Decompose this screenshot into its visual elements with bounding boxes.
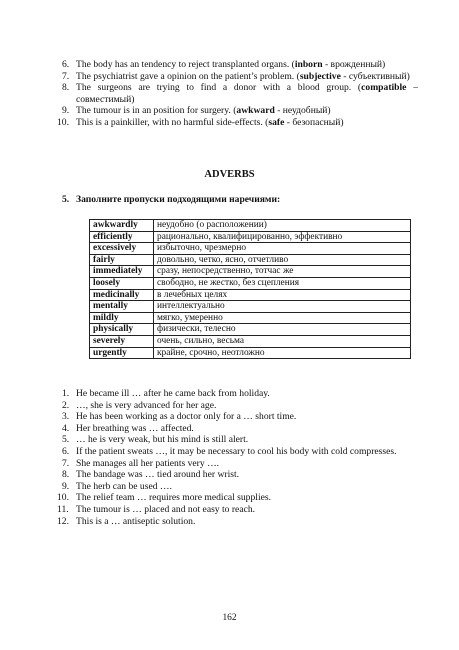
item-number: 11.: [57, 503, 69, 515]
vocab-word: fairly: [90, 254, 154, 266]
list-item: [57, 503, 418, 516]
item-text: He has been working as a doctor only for a … short time.: [76, 411, 297, 423]
item-text: The psychiatrist gave a opinion on the patient’s problem. (: [76, 70, 300, 82]
vocab-meaning: свободно, не жестко, без сцепления: [154, 277, 411, 289]
task-number: 5.: [62, 194, 70, 205]
vocab-word: physically: [90, 324, 154, 336]
item-text: She manages all her patients very ….: [76, 457, 220, 469]
table-row: [90, 289, 411, 301]
item-text: The body has an tendency to reject transplanted organs. (: [76, 59, 295, 70]
gap-fill-sentence-list: [57, 388, 418, 527]
item-number: 6.: [62, 59, 70, 70]
item-text: …, she is very advanced for her age.: [76, 399, 217, 411]
item-text: The tumour is … placed and not easy to reach.: [76, 503, 256, 515]
item-number: 7.: [62, 70, 70, 82]
table-row: [90, 335, 411, 347]
item-number: 12.: [57, 515, 69, 527]
vocab-word: medicinally: [90, 289, 154, 301]
vocab-word: awkwardly: [90, 220, 154, 232]
vocab-word: urgently: [90, 347, 154, 359]
list-item: [62, 458, 418, 470]
table-row: [90, 324, 411, 336]
vocab-meaning: сразу, непосредственно, тотчас же: [154, 266, 411, 278]
item-text: The tumour is in an position for surgery. (: [76, 105, 237, 117]
list-item: [62, 59, 418, 71]
item-text: This is a … antiseptic solution.: [76, 515, 196, 527]
item-number: 1.: [62, 388, 70, 399]
vocab-meaning: в лечебных целях: [154, 289, 411, 301]
vocab-meaning: неудобно (о расположении): [154, 220, 411, 232]
vocab-meaning: мягко, умеренно: [154, 312, 411, 324]
vocab-meaning: крайне, срочно, неотложно: [154, 347, 411, 359]
vocab-meaning: очень, сильно, весьма: [154, 335, 411, 347]
table-row: [90, 277, 411, 289]
vocab-word: efficiently: [90, 231, 154, 243]
item-translation: - неудобный): [274, 105, 331, 117]
list-item: [62, 446, 418, 458]
item-number: 10.: [57, 116, 69, 128]
table-row: [90, 266, 411, 278]
list-item: [62, 400, 418, 412]
vocab-meaning: физически, телесно: [154, 324, 411, 336]
item-number: 7.: [62, 457, 70, 469]
item-number: 8.: [62, 82, 70, 94]
item-number: 8.: [62, 469, 70, 481]
item-keyword: subjective: [299, 70, 341, 82]
table-row: [90, 220, 411, 232]
vocab-meaning: интеллектуально: [154, 301, 411, 313]
item-translation: – совместимый): [76, 82, 418, 105]
list-item: [62, 411, 418, 423]
table-row: [90, 231, 411, 243]
item-number: 3.: [62, 411, 70, 423]
table-row: [90, 243, 411, 255]
list-item: [57, 492, 418, 504]
item-text: This is a painkiller, with no harmful side-effects. (: [76, 116, 269, 128]
vocab-word: excessively: [90, 243, 154, 255]
vocab-word: immediately: [90, 266, 154, 278]
table-row: [90, 347, 411, 359]
list-item: [62, 71, 418, 83]
item-text: The relief team … requires more medical supplies.: [76, 492, 271, 504]
page-number: 162: [222, 613, 237, 623]
item-translation: - безопасный): [284, 116, 344, 128]
table-row: [90, 312, 411, 324]
vocab-meaning: довольно, четко, ясно, отчетливо: [154, 254, 411, 266]
vocab-word: severely: [90, 335, 154, 347]
list-item: [62, 434, 418, 446]
item-number: 9.: [62, 480, 70, 492]
list-item: [57, 116, 418, 129]
list-item: [62, 82, 418, 105]
item-number: 5.: [62, 434, 70, 446]
item-number: 4.: [62, 422, 70, 434]
item-number: 9.: [62, 105, 70, 117]
vocab-word: loosely: [90, 277, 154, 289]
list-item: [62, 481, 418, 493]
item-text: … he is very weak, but his mind is still alert.: [76, 434, 249, 446]
item-text: He became ill … after he came back from holiday.: [76, 388, 270, 399]
item-text: Her breathing was … affected.: [76, 422, 194, 434]
exercise-continuation-list: [57, 59, 418, 129]
vocab-word: mentally: [90, 301, 154, 313]
item-number: 6.: [62, 445, 70, 457]
vocab-word: mildly: [90, 312, 154, 324]
table-row: [90, 254, 411, 266]
item-text: If the patient sweats …, it may be necessary to cool his body with cold compresses.: [76, 445, 397, 457]
vocab-meaning: рационально, квалифицированно, эффективно: [154, 231, 411, 243]
item-keyword: awkward: [236, 105, 275, 117]
table-row: [90, 301, 411, 313]
item-translation: - субъективный): [340, 70, 410, 82]
item-keyword: safe: [268, 116, 285, 128]
list-item: [57, 515, 418, 528]
item-keyword: inborn: [294, 59, 323, 70]
item-keyword: compatible: [361, 82, 407, 94]
list-item: [62, 105, 418, 117]
task-heading: [62, 194, 422, 206]
vocab-meaning: избыточно, чрезмерно: [154, 243, 411, 255]
item-translation: - врожденный): [322, 59, 386, 70]
task-instruction: Заполните пропуски подходящими наречиями:: [76, 194, 281, 205]
list-item: [62, 469, 418, 481]
list-item: [62, 423, 418, 435]
section-title: ADVERBS: [204, 169, 255, 180]
item-text: The surgeons are trying to find a donor with a blood group. (: [76, 82, 362, 94]
item-number: 2.: [62, 399, 70, 411]
item-number: 10.: [57, 492, 69, 504]
item-text: The bandage was … tied around her wrist.: [76, 469, 240, 481]
list-item: [62, 388, 418, 400]
vocabulary-table: [89, 219, 411, 359]
item-text: The herb can be used ….: [76, 480, 172, 492]
